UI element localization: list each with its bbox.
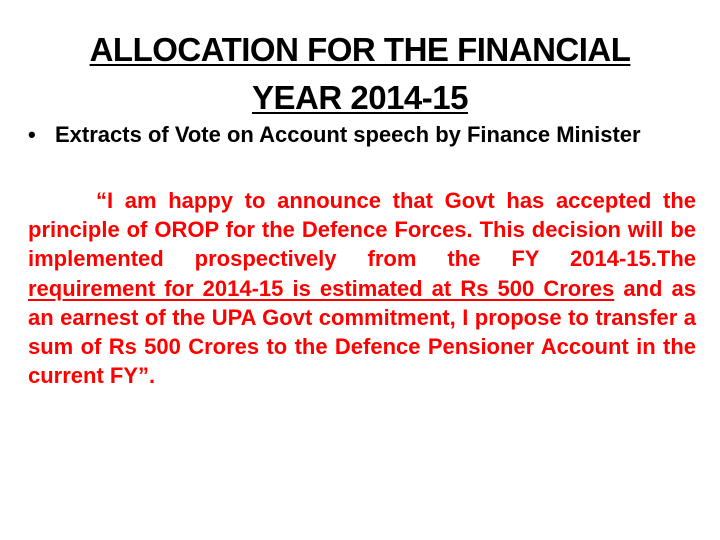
quote-text-end: and as an earnest of the UPA Govt commitment, I propose to transfer a sum of Rs 500 Crores to the Defence Pensioner Account in the current FY”. [28, 275, 696, 389]
bullet-dot-icon: • [28, 122, 36, 147]
bullet-text: Extracts of Vote on Account speech by Finance Minister [55, 122, 641, 147]
slide-title [40, 26, 680, 122]
bullet-item [28, 121, 696, 149]
quote-underlined-text: requirement for 2014-15 is estimated at Rs 500 Crores [28, 275, 615, 301]
title-line-2: YEAR 2014-15 [252, 79, 468, 116]
quote-text-start: “I am happy to announce that Govt has accepted the principle of OROP for the Defence Forces. This decision will be implemented prospectively from the FY 2014-15.The [28, 188, 696, 272]
title-line-1: ALLOCATION FOR THE FINANCIAL [89, 31, 631, 68]
quote-paragraph [28, 186, 696, 390]
